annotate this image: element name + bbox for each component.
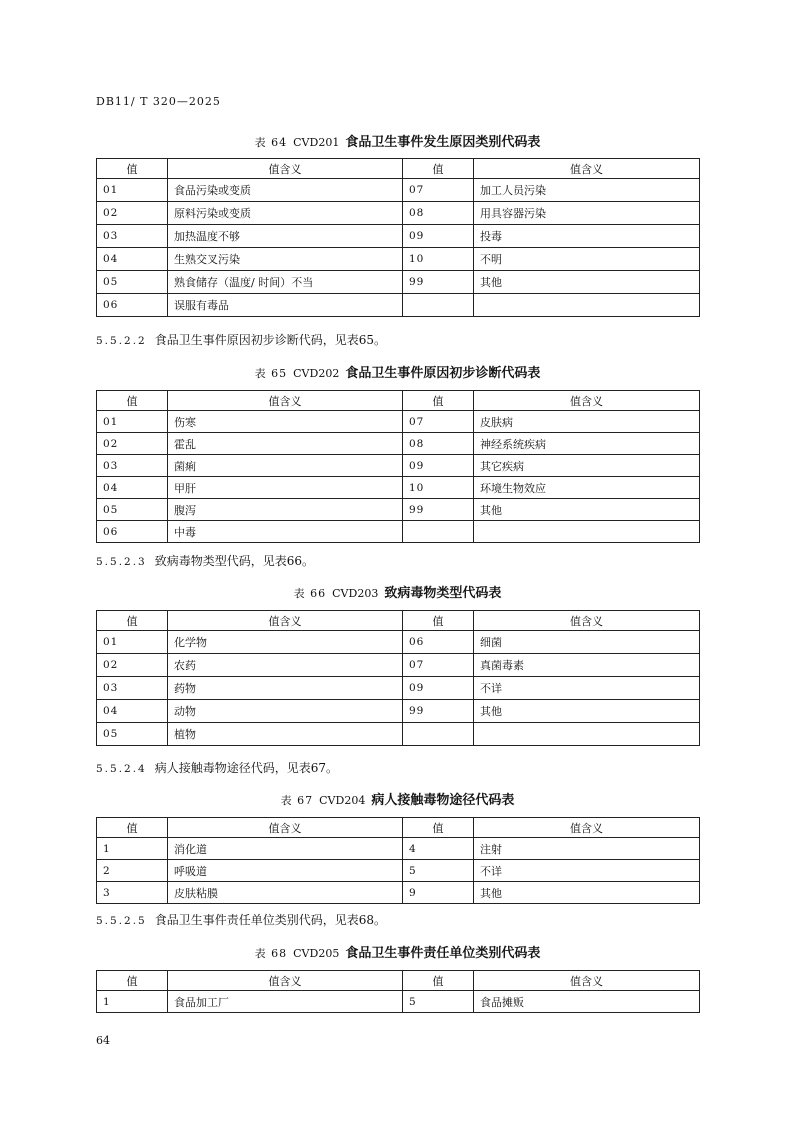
code-meaning-cell: 甲肝 bbox=[168, 477, 403, 499]
column-header: 值 bbox=[403, 391, 474, 411]
table-header-row bbox=[97, 611, 700, 631]
code-meaning-cell: 不详 bbox=[474, 677, 700, 700]
code-meaning-cell: 加热温度不够 bbox=[168, 225, 403, 248]
code-value-cell: 07 bbox=[403, 179, 474, 202]
code-meaning-cell: 农药 bbox=[168, 654, 403, 677]
code-value-cell: 07 bbox=[403, 411, 474, 433]
code-meaning-cell: 神经系统疾病 bbox=[474, 433, 700, 455]
code-value-cell bbox=[403, 723, 474, 746]
code-meaning-cell: 食品污染或变质 bbox=[168, 179, 403, 202]
code-value-cell: 06 bbox=[97, 294, 168, 317]
code-value-cell bbox=[403, 521, 474, 543]
code-value-cell: 07 bbox=[403, 654, 474, 677]
table-title: 食品卫生事件责任单位类别代码表 bbox=[345, 946, 541, 961]
table-code: CVD205 bbox=[293, 947, 340, 960]
code-meaning-cell: 生熟交叉污染 bbox=[168, 248, 403, 271]
code-meaning-cell: 其他 bbox=[474, 700, 700, 723]
code-meaning-cell: 其他 bbox=[474, 499, 700, 521]
code-value-cell: 08 bbox=[403, 202, 474, 225]
table-row bbox=[97, 248, 700, 271]
code-meaning-cell: 皮肤粘膜 bbox=[168, 882, 403, 904]
code-meaning-cell: 真菌毒素 bbox=[474, 654, 700, 677]
code-meaning-cell: 原料污染或变质 bbox=[168, 202, 403, 225]
table-row bbox=[97, 477, 700, 499]
code-value-cell: 05 bbox=[97, 271, 168, 294]
code-value-cell: 09 bbox=[403, 677, 474, 700]
code-meaning-cell: 环境生物效应 bbox=[474, 477, 700, 499]
table-header-row bbox=[97, 159, 700, 179]
column-header: 值含义 bbox=[474, 391, 700, 411]
code-value-cell: 06 bbox=[403, 631, 474, 654]
code-value-cell: 05 bbox=[97, 499, 168, 521]
table-row bbox=[97, 202, 700, 225]
code-value-cell: 1 bbox=[97, 991, 168, 1013]
code-value-cell: 5 bbox=[403, 991, 474, 1013]
clause-number: 5.5.2.3 bbox=[96, 556, 147, 568]
code-value-cell: 02 bbox=[97, 654, 168, 677]
code-value-cell: 99 bbox=[403, 499, 474, 521]
code-value-cell: 01 bbox=[97, 179, 168, 202]
table-row bbox=[97, 271, 700, 294]
table-caption bbox=[96, 131, 699, 150]
clause-number: 5.5.2.4 bbox=[96, 763, 147, 775]
table-row bbox=[97, 225, 700, 248]
clause-text: 食品卫生事件责任单位类别代码，见表68。 bbox=[154, 913, 387, 927]
code-value-cell: 08 bbox=[403, 433, 474, 455]
table-row bbox=[97, 838, 700, 860]
table-code: CVD204 bbox=[319, 794, 366, 807]
code-meaning-cell: 消化道 bbox=[168, 838, 403, 860]
column-header: 值含义 bbox=[168, 159, 403, 179]
clause-number: 5.5.2.2 bbox=[96, 335, 147, 347]
table-row bbox=[97, 723, 700, 746]
page-number: 64 bbox=[96, 1034, 110, 1047]
code-meaning-cell: 化学物 bbox=[168, 631, 403, 654]
code-value-cell: 03 bbox=[97, 455, 168, 477]
column-header: 值含义 bbox=[168, 611, 403, 631]
column-header: 值 bbox=[97, 611, 168, 631]
column-header: 值含义 bbox=[474, 611, 700, 631]
code-value-cell: 3 bbox=[97, 882, 168, 904]
table-code: CVD201 bbox=[293, 136, 340, 149]
code-value-cell: 10 bbox=[403, 477, 474, 499]
code-value-cell: 04 bbox=[97, 477, 168, 499]
clause-text: 食品卫生事件原因初步诊断代码，见表65。 bbox=[154, 333, 387, 347]
code-meaning-cell: 其他 bbox=[474, 882, 700, 904]
code-meaning-cell: 中毒 bbox=[168, 521, 403, 543]
code-meaning-cell: 药物 bbox=[168, 677, 403, 700]
code-value-cell: 03 bbox=[97, 677, 168, 700]
column-header: 值 bbox=[97, 818, 168, 838]
code-meaning-cell: 不详 bbox=[474, 860, 700, 882]
table-caption bbox=[96, 362, 699, 381]
column-header: 值含义 bbox=[168, 818, 403, 838]
column-header: 值 bbox=[403, 159, 474, 179]
code-table bbox=[96, 610, 700, 746]
table-row bbox=[97, 882, 700, 904]
table-row bbox=[97, 294, 700, 317]
code-meaning-cell: 腹泻 bbox=[168, 499, 403, 521]
code-meaning-cell: 植物 bbox=[168, 723, 403, 746]
table-row bbox=[97, 700, 700, 723]
code-meaning-cell bbox=[474, 294, 700, 317]
table-number: 表 67 bbox=[280, 794, 314, 807]
table-row bbox=[97, 411, 700, 433]
column-header: 值 bbox=[403, 971, 474, 991]
code-value-cell: 10 bbox=[403, 248, 474, 271]
table-row bbox=[97, 860, 700, 882]
code-meaning-cell: 伤寒 bbox=[168, 411, 403, 433]
code-meaning-cell: 熟食储存（温度/ 时间）不当 bbox=[168, 271, 403, 294]
code-value-cell: 01 bbox=[97, 411, 168, 433]
code-value-cell: 1 bbox=[97, 838, 168, 860]
table-row bbox=[97, 179, 700, 202]
code-value-cell: 99 bbox=[403, 700, 474, 723]
table-title: 食品卫生事件原因初步诊断代码表 bbox=[345, 366, 541, 381]
table-row bbox=[97, 521, 700, 543]
code-value-cell: 2 bbox=[97, 860, 168, 882]
table-row bbox=[97, 631, 700, 654]
document-header: DB11/ T 320—2025 bbox=[96, 95, 221, 108]
code-value-cell: 4 bbox=[403, 838, 474, 860]
table-row bbox=[97, 499, 700, 521]
code-meaning-cell bbox=[474, 723, 700, 746]
clause-text: 病人接触毒物途径代码，见表67。 bbox=[154, 761, 339, 775]
column-header: 值含义 bbox=[474, 818, 700, 838]
column-header: 值含义 bbox=[168, 391, 403, 411]
code-meaning-cell: 菌痢 bbox=[168, 455, 403, 477]
code-meaning-cell: 食品摊贩 bbox=[474, 991, 700, 1013]
code-value-cell: 5 bbox=[403, 860, 474, 882]
table-number: 表 68 bbox=[254, 947, 288, 960]
code-value-cell: 09 bbox=[403, 455, 474, 477]
code-value-cell: 06 bbox=[97, 521, 168, 543]
code-meaning-cell: 呼吸道 bbox=[168, 860, 403, 882]
code-meaning-cell: 细菌 bbox=[474, 631, 700, 654]
table-row bbox=[97, 677, 700, 700]
column-header: 值 bbox=[97, 159, 168, 179]
code-value-cell: 04 bbox=[97, 700, 168, 723]
code-value-cell bbox=[403, 294, 474, 317]
clause-number: 5.5.2.5 bbox=[96, 915, 147, 927]
table-number: 表 64 bbox=[254, 136, 288, 149]
table-row bbox=[97, 654, 700, 677]
column-header: 值含义 bbox=[474, 159, 700, 179]
column-header: 值 bbox=[97, 971, 168, 991]
table-title: 病人接触毒物途径代码表 bbox=[371, 793, 515, 808]
code-value-cell: 09 bbox=[403, 225, 474, 248]
code-meaning-cell: 霍乱 bbox=[168, 433, 403, 455]
code-value-cell: 99 bbox=[403, 271, 474, 294]
code-value-cell: 03 bbox=[97, 225, 168, 248]
table-caption bbox=[96, 789, 699, 808]
table-caption bbox=[96, 942, 699, 961]
code-meaning-cell: 其他 bbox=[474, 271, 700, 294]
code-meaning-cell: 不明 bbox=[474, 248, 700, 271]
table-row bbox=[97, 433, 700, 455]
clause-text: 致病毒物类型代码，见表66。 bbox=[154, 554, 315, 568]
table-title: 食品卫生事件发生原因类别代码表 bbox=[345, 135, 541, 150]
code-value-cell: 01 bbox=[97, 631, 168, 654]
clause bbox=[96, 331, 386, 348]
table-code: CVD203 bbox=[332, 587, 379, 600]
column-header: 值 bbox=[403, 611, 474, 631]
column-header: 值含义 bbox=[168, 971, 403, 991]
clause bbox=[96, 552, 314, 569]
code-table bbox=[96, 817, 700, 904]
table-header-row bbox=[97, 391, 700, 411]
code-table bbox=[96, 970, 700, 1013]
clause bbox=[96, 911, 386, 928]
table-title: 致病毒物类型代码表 bbox=[384, 586, 502, 601]
table-number: 表 66 bbox=[293, 587, 327, 600]
table-row bbox=[97, 991, 700, 1013]
table-header-row bbox=[97, 818, 700, 838]
clause bbox=[96, 759, 338, 776]
table-header-row bbox=[97, 971, 700, 991]
table-number: 表 65 bbox=[254, 367, 288, 380]
code-meaning-cell: 皮肤病 bbox=[474, 411, 700, 433]
code-meaning-cell bbox=[474, 521, 700, 543]
code-value-cell: 05 bbox=[97, 723, 168, 746]
code-meaning-cell: 其它疾病 bbox=[474, 455, 700, 477]
code-meaning-cell: 用具容器污染 bbox=[474, 202, 700, 225]
table-row bbox=[97, 455, 700, 477]
column-header: 值 bbox=[403, 818, 474, 838]
code-value-cell: 9 bbox=[403, 882, 474, 904]
code-meaning-cell: 投毒 bbox=[474, 225, 700, 248]
column-header: 值 bbox=[97, 391, 168, 411]
code-table bbox=[96, 390, 700, 543]
code-meaning-cell: 食品加工厂 bbox=[168, 991, 403, 1013]
table-code: CVD202 bbox=[293, 367, 340, 380]
code-value-cell: 02 bbox=[97, 202, 168, 225]
code-meaning-cell: 加工人员污染 bbox=[474, 179, 700, 202]
code-table bbox=[96, 158, 700, 317]
code-value-cell: 02 bbox=[97, 433, 168, 455]
code-meaning-cell: 动物 bbox=[168, 700, 403, 723]
code-meaning-cell: 误服有毒品 bbox=[168, 294, 403, 317]
code-meaning-cell: 注射 bbox=[474, 838, 700, 860]
table-caption bbox=[96, 582, 699, 601]
code-value-cell: 04 bbox=[97, 248, 168, 271]
column-header: 值含义 bbox=[474, 971, 700, 991]
